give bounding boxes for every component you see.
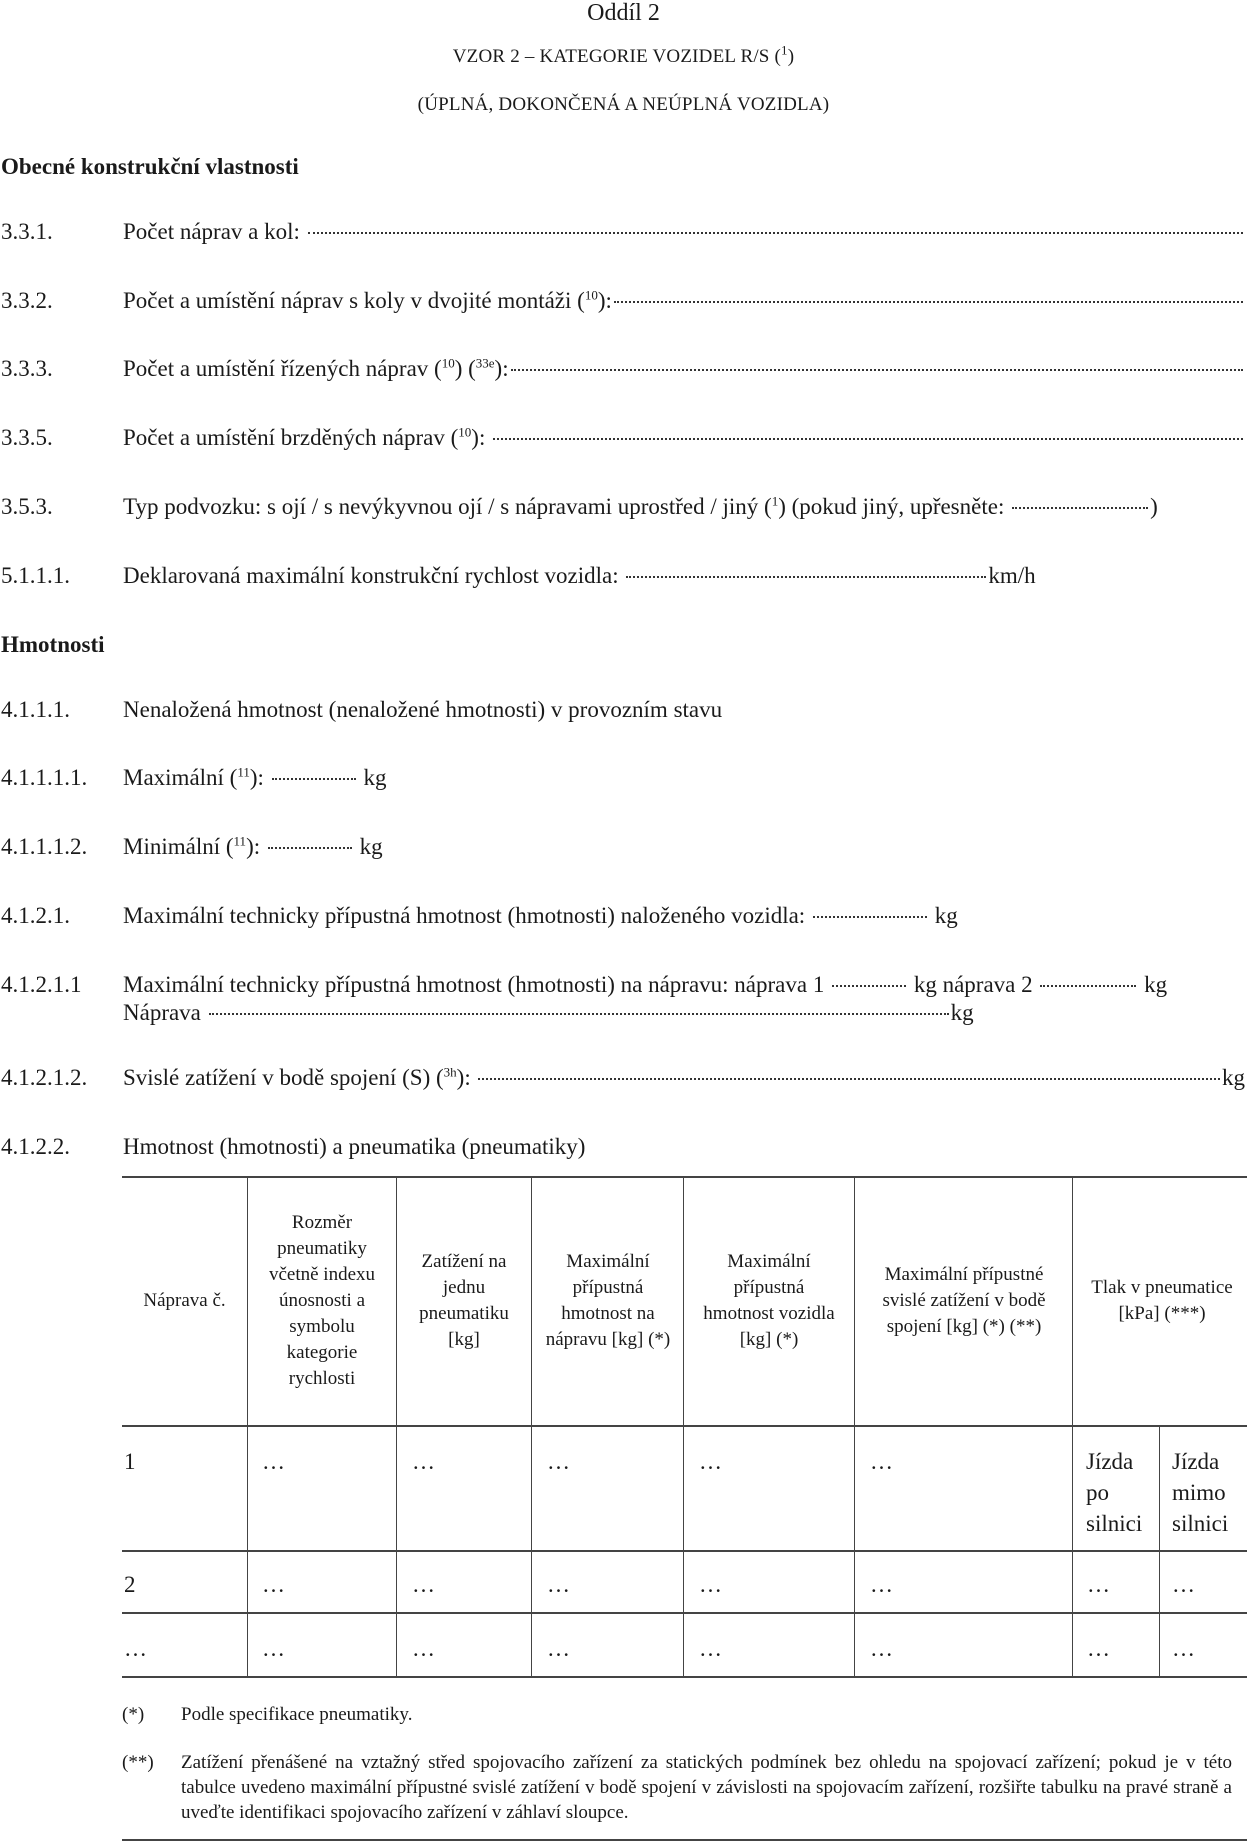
fill-in-field[interactable] [1040,985,1136,987]
table-cell[interactable]: … [547,1636,570,1661]
item-number: 3.3.2. [1,288,53,313]
item-number: 4.1.1.1.1. [1,765,88,790]
table-cell[interactable]: … [870,1572,893,1597]
table-header-tyre-size: Rozměr pneumatiky včetně indexu únosnosti a symbolu kategorie rychlosti [268,1211,376,1389]
table-cell[interactable]: … [547,1572,570,1597]
item-label: Maximální technicky přípustná hmotnost (hmotnosti) na nápravu: náprava 1 [123,972,831,997]
item-number: 4.1.2.1.2. [1,1065,88,1090]
table-cell[interactable]: … [412,1636,435,1661]
fill-in-field[interactable] [832,985,906,987]
table-header-axle: Náprava č. [143,1289,226,1311]
unit-label: kg [353,834,383,859]
fill-in-field[interactable] [478,1078,1220,1080]
item-3-3-2: 3.3.2. Počet a umístění náprav s koly v dvojité montáži ($^{10}$): [0,288,1245,318]
unit-label: kg [357,765,387,790]
footnote-ref: 33e [475,355,495,371]
footnote-ref: 11 [233,833,247,849]
table-header-axle-mass: Maximální přípustná hmotnost na nápravu [kg] (*) [545,1250,671,1350]
footnote-ref: 10 [458,424,472,440]
item-number: 3.5.3. [1,494,53,519]
item-label: Počet a umístění náprav s koly v dvojité montáži ( [123,288,585,313]
table-cell[interactable]: … [412,1449,435,1474]
unit-label: kg [950,1000,974,1025]
table-cell[interactable]: … [699,1449,722,1474]
table-cell[interactable]: … [262,1636,285,1661]
item-4-1-2-2 [0,1134,1245,1164]
table-cell[interactable]: … [699,1636,722,1661]
unit-label: kg [928,903,958,928]
fill-in-field[interactable] [614,301,1243,303]
table-rule [122,1550,1247,1552]
table-cell-axle: 1 [124,1449,136,1474]
unit-label: kg [1138,972,1168,997]
table-cell[interactable]: … [262,1572,285,1597]
table-cell[interactable]: … [870,1449,893,1474]
item-label: Náprava [123,1000,207,1025]
footnote-text: Podle specifikace pneumatiky. [181,1704,413,1725]
item-number: 3.3.5. [1,425,53,450]
fill-in-field[interactable] [308,232,1243,234]
form-subtitle: (ÚPLNÁ, DOKONČENÁ A NEÚPLNÁ VOZIDLA) [417,94,830,115]
footnote-ref: 1 [771,493,779,509]
heading-general: Obecné konstrukční vlastnosti [1,154,299,179]
item-3-3-5: 3.3.5. Počet a umístění brzděných náprav ($^{10}$): [0,425,1245,455]
table-col-rule [247,1176,248,1678]
table-cell[interactable]: … [699,1572,722,1597]
heading-masses: Hmotnosti [1,632,105,657]
item-4-1-2-1-1: 4.1.2.1.1 Maximální technicky přípustná hmotnost (hmotnosti) na nápravu: náprava 1 kg náprava 2 kg [1,972,1168,997]
section-title: Oddíl 2 [587,0,660,26]
item-4-1-1-1-1: 4.1.1.1.1. Maximální ($^{11}$): kg [1,764,387,790]
fill-in-field[interactable] [209,1013,949,1015]
table-cell-axle: … [124,1636,147,1661]
footnote-ref: 11 [237,764,250,780]
item-label: Maximální technicky přípustná hmotnost (hmotnosti) naloženého vozidla: [123,903,811,928]
table-cell[interactable]: … [1172,1572,1195,1597]
item-number: 4.1.1.1.2. [1,834,88,859]
table-col-rule [1159,1426,1160,1678]
item-4-1-1-1 [0,697,1245,727]
table-rule [122,1676,1247,1678]
fill-in-field[interactable] [1012,507,1148,509]
table-col-rule [396,1176,397,1678]
table-cell-offroad: Jízda mimo silnici [1172,1449,1229,1536]
unit-label: kg [1222,1065,1245,1090]
item-number: 4.1.2.1. [1,903,70,928]
fill-in-field[interactable] [511,369,1243,371]
item-label: Svislé zatížení v bodě spojení (S) ( [123,1065,444,1090]
item-number: 4.1.2.1.1 [1,972,82,997]
item-4-1-2-1-2: 4.1.2.1.2. Svislé zatížení v bodě spojení (S) ($^{3h}$): kg [1,1064,1245,1090]
item-3-3-1 [0,219,1245,249]
table-header-vehicle-mass: Maximální přípustná hmotnost vozidla [kg] (*) [703,1250,835,1350]
footnote-mark: (**) [122,1752,154,1773]
table-header-tyre-pressure: Tlak v pneumatice [kPa] (***) [1091,1276,1233,1324]
table-cell[interactable]: … [262,1449,285,1474]
item-label: Nenaložená hmotnost (nenaložené hmotnosti) v provozním stavu [123,697,723,722]
table-header-coupling-load: Maximální přípustné svislé zatížení v bodě spojení [kg] (*) (**) [882,1263,1046,1337]
footnote-ref: 1 [781,42,788,58]
table-cell-onroad: Jízda po silnici [1086,1449,1143,1536]
table-rule [122,1425,1247,1427]
table-col-rule [531,1176,532,1678]
item-label: Počet a umístění řízených náprav ( [123,356,442,381]
fill-in-field[interactable] [272,778,356,780]
item-label: Počet náprav a kol: [123,219,306,244]
table-cell[interactable]: … [870,1636,893,1661]
item-number: 5.1.1.1. [1,563,70,588]
tyre-table [122,1176,1247,1678]
footnote-1 [122,1702,1232,1728]
item-3-5-3: 3.5.3. Typ podvozku: s ojí / s nevýkyvnou ojí / s nápravami uprostřed / jiný ($^1$) (pokud jiný, upřesněte: ) [1,493,1158,519]
footnote-ref: 10 [584,287,598,303]
table-cell[interactable]: … [1087,1572,1110,1597]
footnote-2 [122,1750,1232,1830]
table-col-rule [1072,1176,1073,1678]
fill-in-field[interactable] [493,438,1243,440]
form-title: VZOR 2 – KATEGORIE VOZIDEL R/S ($^1$) [452,42,795,67]
table-rule [122,1612,1247,1614]
footnote-mark: (*) [122,1704,145,1725]
footnote-ref: 3h [443,1064,457,1080]
table-cell[interactable]: … [547,1449,570,1474]
item-4-1-1-1-2: 4.1.1.1.2. Minimální ($^{11}$): kg [1,833,383,859]
item-5-1-1-1 [0,563,1245,593]
table-cell[interactable]: … [412,1572,435,1597]
footnote-ref: 10 [441,355,455,371]
table-col-rule [683,1176,684,1678]
item-label: Deklarovaná maximální konstrukční rychlost vozidla: [123,563,625,588]
table-cell[interactable]: … [1172,1636,1195,1661]
item-4-1-2-1-1-line2 [0,1000,1245,1030]
unit-label: km/h [988,563,1036,588]
item-number: 4.1.1.1. [1,697,70,722]
table-col-rule [854,1176,855,1678]
table-cell[interactable]: … [1087,1636,1110,1661]
item-label: Maximální ( [123,765,238,790]
footnote-text: Zatížení přenášené na vztažný střed spojovacího zařízení za statických podmínek bez ohledu na spojovací zařízení; pokud je v této tabulce uvedeno maximální přípustné svislé zatížení v bodě spojení v závislosti na spojovacím zařízení, rozšiřte tabulku na pravé straně a uveďte identifikaci spojovacího zařízení v záhlaví sloupce. [181,1752,1232,1823]
fill-in-field[interactable] [813,916,927,918]
item-4-1-2-1 [0,903,1245,933]
table-header-load-per-tyre: Zatížení na jednu pneumatiku [kg] [419,1250,509,1350]
item-number: 3.3.1. [1,219,53,244]
table-cell-axle: 2 [124,1572,136,1597]
item-label: Minimální ( [123,834,234,859]
item-label: Typ podvozku: s ojí / s nevýkyvnou ojí / s nápravami uprostřed / jiný ( [123,494,772,519]
fill-in-field[interactable] [268,847,352,849]
item-number: 3.3.3. [1,356,53,381]
item-label: Počet a umístění brzděných náprav ( [123,425,459,450]
fill-in-field[interactable] [626,576,986,578]
item-number: 4.1.2.2. [1,1134,70,1159]
item-label: Hmotnost (hmotnosti) a pneumatika (pneumatiky) [123,1134,586,1159]
item-3-3-3: 3.3.3. Počet a umístění řízených náprav ($^{10}$) ($^{33e}$): [0,356,1245,386]
bottom-rule [122,1839,1247,1841]
